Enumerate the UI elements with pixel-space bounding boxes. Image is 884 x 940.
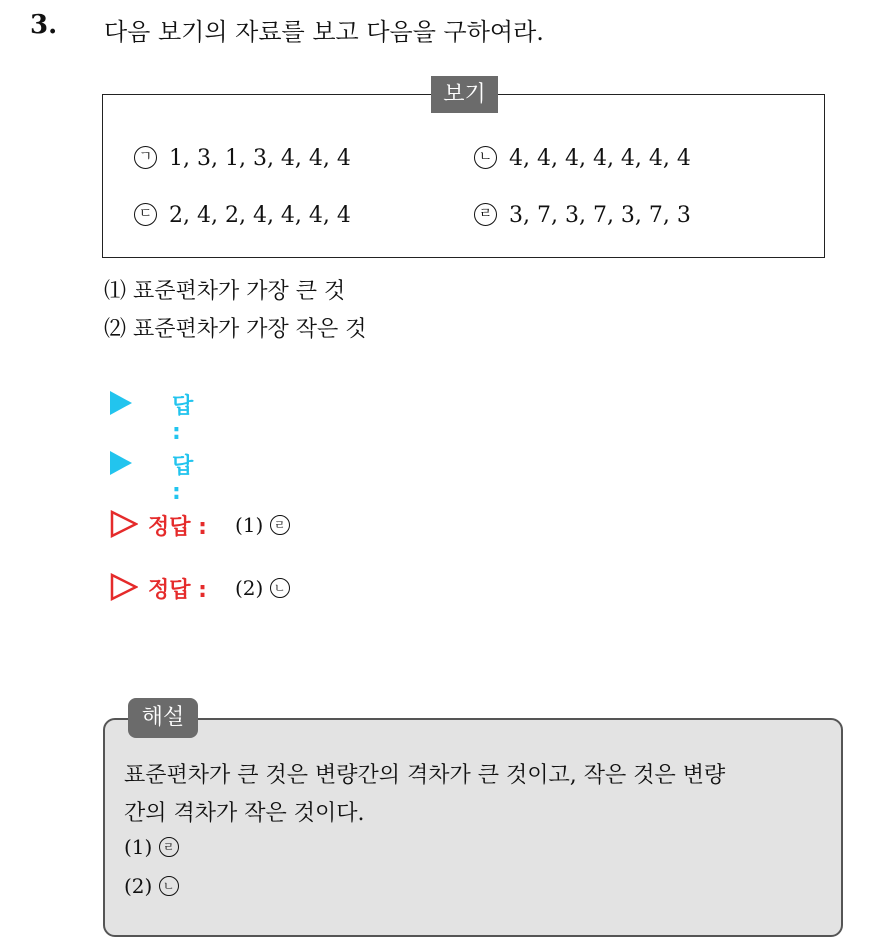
bogi-item-values: 4, 4, 4, 4, 4, 4, 4 bbox=[509, 146, 691, 171]
bogi-item-values: 2, 4, 2, 4, 4, 4, 4 bbox=[169, 203, 351, 228]
sub-question-1: ⑴ 표준편차가 가장 큰 것 bbox=[104, 279, 346, 304]
circled-rieul-mark: ㄹ bbox=[159, 837, 179, 857]
solution-label: 정답 : bbox=[148, 515, 207, 540]
question-text: 다음 보기의 자료를 보고 다음을 구하여라. bbox=[104, 18, 544, 46]
circled-nieun-mark: ㄴ bbox=[474, 146, 497, 169]
explanation-box bbox=[103, 718, 843, 937]
explanation-answer-1: (1) ㄹ bbox=[124, 835, 191, 859]
solution-row-1 bbox=[110, 510, 410, 540]
circled-nieun-mark: ㄴ bbox=[270, 578, 290, 598]
solution-row-2 bbox=[110, 573, 410, 603]
circled-digeut-mark: ㄷ bbox=[134, 203, 157, 226]
solution-label: 정답 : bbox=[148, 578, 207, 603]
explanation-line-1: 표준편차가 큰 것은 변량간의 격차가 큰 것이고, 작은 것은 변량 bbox=[124, 763, 726, 788]
explanation-title: 해설 bbox=[128, 698, 198, 738]
sub-question-2: ⑵ 표준편차가 가장 작은 것 bbox=[104, 317, 367, 342]
play-triangle-icon bbox=[110, 451, 132, 475]
circled-nieun-mark: ㄴ bbox=[159, 876, 179, 896]
bogi-item-4 bbox=[474, 203, 691, 228]
solution-value: (2) ㄴ bbox=[235, 576, 290, 600]
bogi-item-values: 1, 3, 1, 3, 4, 4, 4 bbox=[169, 146, 351, 171]
circled-rieul-mark: ㄹ bbox=[474, 203, 497, 226]
outline-triangle-icon bbox=[110, 573, 138, 601]
bogi-title: 보기 bbox=[431, 76, 498, 113]
play-triangle-icon bbox=[110, 391, 132, 415]
explanation-answer-2: (2) ㄴ bbox=[124, 874, 191, 898]
bogi-item-1 bbox=[134, 146, 351, 171]
bogi-item-3 bbox=[134, 203, 351, 228]
bogi-box bbox=[102, 94, 825, 258]
outline-triangle-icon bbox=[110, 510, 138, 538]
answer-label: 답 : bbox=[172, 454, 194, 505]
question-number: 3. bbox=[30, 10, 58, 40]
solution-value: (1) ㄹ bbox=[235, 513, 290, 537]
explanation-line-2: 간의 격차가 작은 것이다. bbox=[124, 801, 365, 826]
answer-label: 답 : bbox=[172, 394, 194, 445]
bogi-item-2 bbox=[474, 146, 691, 171]
circled-rieul-mark: ㄹ bbox=[270, 515, 290, 535]
bogi-item-values: 3, 7, 3, 7, 3, 7, 3 bbox=[509, 203, 691, 228]
circled-giyeok-mark: ㄱ bbox=[134, 146, 157, 169]
